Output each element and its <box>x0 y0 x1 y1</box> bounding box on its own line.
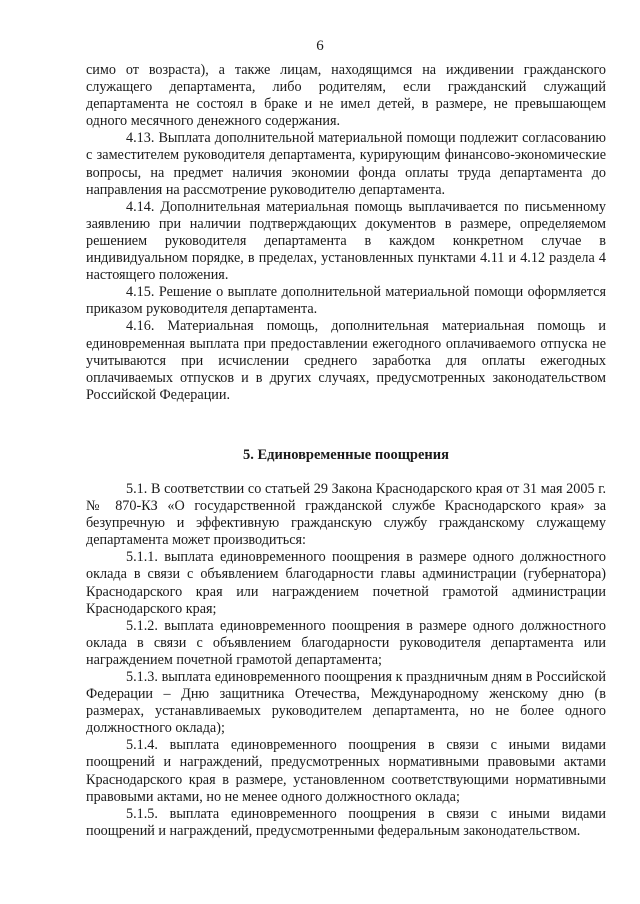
paragraph-5-1-5: 5.1.5. выплата единовременного поощрения в связи с иными видами поощрений и награждений, предусмотренными федеральным законодательством. <box>86 805 606 839</box>
paragraph-5-1: 5.1. В соответствии со статьей 29 Закона Краснодарского края от 31 мая 2005 г. № 870-КЗ «О государственной гражданской службе Краснодарского края» за безупречную и эффективную гражданскую службу гражданскому служащему департамента может производиться: <box>86 480 606 549</box>
paragraph-4-14: 4.14. Дополнительная материальная помощь выплачивается по письменному заявлению при наличии подтверждающих документов в размере, определяемом решением руководителя департамента в каждом конкретном случае в индивидуальном порядке, в пределах, установленных пунктами 4.11 и 4.12 раздела 4 настоящего положения. <box>86 198 606 284</box>
paragraph-4-16: 4.16. Материальная помощь, дополнительная материальная помощь и единовременная выплата при предоставлении ежегодного оплачиваемого отпуска не учитываются при исчислении среднего заработка для оплаты ежегодных оплачиваемых отпусков и в других случаях, предусмотренных законодательством Российской Федерации. <box>86 318 606 403</box>
paragraph-4-13: 4.13. Выплата дополнительной материальной помощи подлежит согласованию с заместителем руководителя департамента, курирующим финансово-экономические вопросы, на предмет наличия экономии фонда оплаты труда департамента до направления на рассмотрение руководителю департамента. <box>86 130 606 198</box>
section-heading: 5. Единовременные поощрения <box>243 446 449 463</box>
page-number: 6 <box>316 38 324 54</box>
paragraph-continuation: симо от возраста), а также лицам, находящимся на иждивении гражданского служащего департамента, либо родителям, если гражданский служащий департамента не состоял в браке и не имел детей, в размере, не превышающем одного месячного денежного содержания. <box>86 62 606 130</box>
paragraph-5-1-4: 5.1.4. выплата единовременного поощрения в связи с иными видами поощрений и награждений, предусмотренных нормативными правовыми актами Краснодарского края в размере, установленном соответствующими нормативными правовыми актами, но не менее одного должностного оклада; <box>86 737 606 805</box>
paragraph-5-1-2: 5.1.2. выплата единовременного поощрения в размере одного должностного оклада в связи с объявлением благодарности руководителя департамента или награждением почетной грамотой департамента; <box>86 617 606 668</box>
document-body <box>86 62 606 840</box>
paragraph-4-15: 4.15. Решение о выплате дополнительной материальной помощи оформляется приказом руководителя департамента. <box>86 284 606 318</box>
paragraph-5-1-1: 5.1.1. выплата единовременного поощрения в размере одного должностного оклада в связи с объявлением благодарности главы администрации (губернатора) Краснодарского края или награждением почетной грамотой администрации Краснодарского края; <box>86 549 606 617</box>
paragraph-5-1-3: 5.1.3. выплата единовременного поощрения к праздничным дням в Российской Федерации – Дню защитника Отечества, Международному женскому дню (в размерах, устанавливаемых руководителем департамента, но не более одного должностного оклада); <box>86 669 606 737</box>
